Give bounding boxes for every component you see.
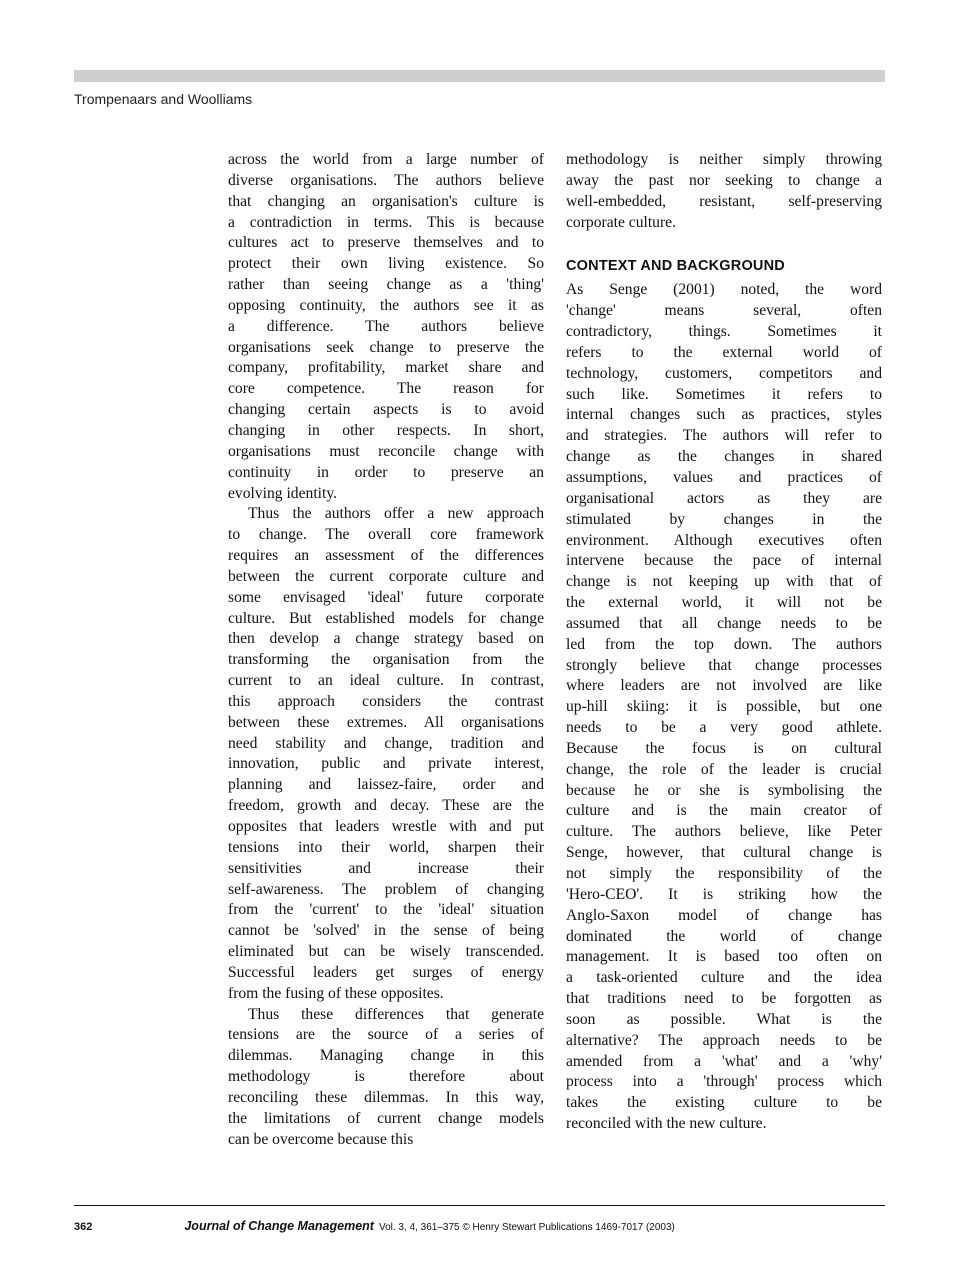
text-line: because he or she is symbolising the (566, 781, 882, 799)
text-line: not simply the responsibility of the (566, 865, 882, 882)
text-line: methodology is neither simply throwing (566, 151, 882, 168)
text-line: self-awareness. The problem of changing (228, 880, 544, 898)
text-line: the external world, it will not be (566, 594, 882, 612)
text-line: culture. The authors believe, like Peter (566, 823, 882, 841)
text-line: strongly believe that change processes (566, 656, 882, 674)
left-paragraph-1 (228, 150, 544, 504)
footer-rule (74, 1205, 885, 1206)
text-line: alternative? The approach needs to be (566, 1031, 882, 1049)
text-line: soon as possible. What is the (566, 1010, 882, 1028)
text-line: the limitations of current change models (228, 1109, 544, 1127)
text-line: cultures act to preserve themselves and to (228, 234, 544, 252)
text-line: away the past nor seeking to change a (566, 171, 882, 189)
text-line: eliminated but can be wisely transcended. (228, 943, 544, 961)
text-line: dominated the world of change (566, 927, 882, 945)
text-line: transforming the organisation from the (228, 651, 544, 669)
text-line: process into a 'through' process which (566, 1073, 882, 1091)
text-line: change is not keeping up with that of (566, 573, 882, 591)
text-line: need stability and change, tradition and (228, 734, 544, 752)
text-line: Senge, however, that cultural change is (566, 844, 882, 862)
text-line: innovation, public and private interest, (228, 755, 544, 773)
journal-title: Journal of Change Management (184, 1219, 374, 1233)
text-line: to change. The overall core framework (228, 526, 544, 544)
text-line: cannot be 'solved' in the sense of being (228, 922, 544, 940)
text-line: tensions are the source of a series of (228, 1026, 544, 1044)
text-line: organisations must reconcile change with (228, 442, 544, 460)
text-line: organisations seek change to preserve the (228, 338, 544, 356)
text-line: between these extremes. All organisations (228, 713, 544, 731)
text-line: a task-oriented culture and the idea (566, 969, 882, 987)
text-line: management. It is based too often on (566, 948, 882, 966)
header-rule (74, 70, 885, 82)
text-line: rather than seeing change as a 'thing' (228, 276, 544, 294)
text-line: that traditions need to be forgotten as (566, 990, 882, 1008)
right-paragraph-1 (566, 150, 882, 233)
text-line: As Senge (2001) noted, the word (566, 281, 882, 299)
text-line: where leaders are not involved are like (566, 677, 882, 695)
text-line: freedom, growth and decay. These are the (228, 797, 544, 815)
text-line: from the 'current' to the 'ideal' situation (228, 901, 544, 919)
text-line: refers to the external world of (566, 343, 882, 361)
text-line: culture and is the main creator of (566, 802, 882, 820)
text-line: core competence. The reason for (228, 380, 544, 398)
text-line: a difference. The authors believe (228, 317, 544, 335)
text-line: changing certain aspects is to avoid (228, 401, 544, 419)
footer (74, 1219, 885, 1233)
text-line: planning and laissez-faire, order and (228, 776, 544, 794)
text-line: Thus these differences that generate (248, 1005, 544, 1023)
right-column (566, 150, 882, 1135)
text-line: environment. Although executives often (566, 531, 882, 549)
text-line: a contradiction in terms. This is because (228, 213, 544, 231)
text-line: takes the existing culture to be (566, 1094, 882, 1112)
text-line: needs to be a very good athlete. (566, 719, 882, 737)
text-line: some envisaged 'ideal' future corporate (228, 588, 544, 606)
text-line: requires an assessment of the differences (228, 547, 544, 565)
left-paragraph-3 (228, 1005, 544, 1151)
left-paragraph-2 (228, 504, 544, 1004)
right-paragraph-2 (566, 280, 882, 1135)
text-line: stimulated by changes in the (566, 510, 882, 528)
text-line: from the fusing of these opposites. (228, 984, 444, 1002)
text-line: assumed that all change needs to be (566, 614, 882, 632)
section-heading: CONTEXT AND BACKGROUND (566, 258, 785, 275)
text-line: methodology is therefore about (228, 1068, 544, 1086)
text-line: corporate culture. (566, 213, 676, 231)
text-line: reconciled with the new culture. (566, 1115, 767, 1133)
text-line: Successful leaders get surges of energy (228, 963, 544, 981)
text-line: 'change' means several, often (566, 302, 882, 320)
text-line: then develop a change strategy based on (228, 630, 544, 648)
text-line: change, the role of the leader is crucial (566, 760, 882, 778)
text-line: up-hill skiing: it is possible, but one (566, 698, 882, 716)
text-line: amended from a 'what' and a 'why' (566, 1052, 882, 1070)
text-line: change as the changes in shared (566, 448, 882, 466)
citation: Vol. 3, 4, 361–375 © Henry Stewart Publications 1469-7017 (2003) (378, 1222, 675, 1233)
text-line: internal changes such as practices, styles (566, 406, 882, 424)
text-line: Because the focus is on cultural (566, 739, 882, 757)
text-line: diverse organisations. The authors believe (228, 171, 544, 189)
text-line: intervene because the pace of internal (566, 552, 882, 570)
text-line: sensitivities and increase their (228, 859, 544, 877)
text-line: continuity in order to preserve an (228, 463, 544, 481)
text-line: assumptions, values and practices of (566, 468, 882, 486)
text-line: culture. But established models for change (228, 609, 544, 627)
text-line: Anglo-Saxon model of change has (566, 906, 882, 924)
text-line: contradictory, things. Sometimes it (566, 323, 882, 341)
text-line: current to an ideal culture. In contrast, (228, 672, 544, 690)
text-line: reconciling these dilemmas. In this way, (228, 1088, 544, 1106)
page-number: 362 (74, 1221, 93, 1233)
text-line: technology, customers, competitors and (566, 364, 882, 382)
text-line: opposites that leaders wrestle with and put (228, 818, 544, 835)
text-line: well-embedded, resistant, self-preserving (566, 192, 882, 210)
text-line: Thus the authors offer a new approach (248, 505, 544, 523)
text-line: organisational actors as they are (566, 489, 882, 507)
text-line: protect their own living existence. So (228, 255, 544, 273)
text-line: such like. Sometimes it refers to (566, 385, 882, 403)
left-column (228, 150, 544, 1151)
text-line: evolving identity. (228, 484, 337, 502)
text-line: across the world from a large number of (228, 151, 544, 168)
text-line: between the current corporate culture and (228, 567, 544, 585)
text-line: can be overcome because this (228, 1130, 414, 1148)
running-head: Trompenaars and Woolliams (74, 91, 253, 107)
text-line: led from the top down. The authors (566, 635, 882, 653)
text-line: changing in other respects. In short, (228, 421, 544, 439)
text-line: tensions into their world, sharpen their (228, 838, 544, 856)
text-line: company, profitability, market share and (228, 359, 544, 377)
text-line: opposing continuity, the authors see it as (228, 296, 544, 314)
text-line: this approach considers the contrast (228, 692, 544, 710)
text-line: 'Hero-CEO'. It is striking how the (566, 885, 882, 903)
text-line: and strategies. The authors will refer to (566, 427, 882, 445)
text-line: that changing an organisation's culture is (228, 192, 544, 210)
text-line: dilemmas. Managing change in this (228, 1047, 544, 1065)
